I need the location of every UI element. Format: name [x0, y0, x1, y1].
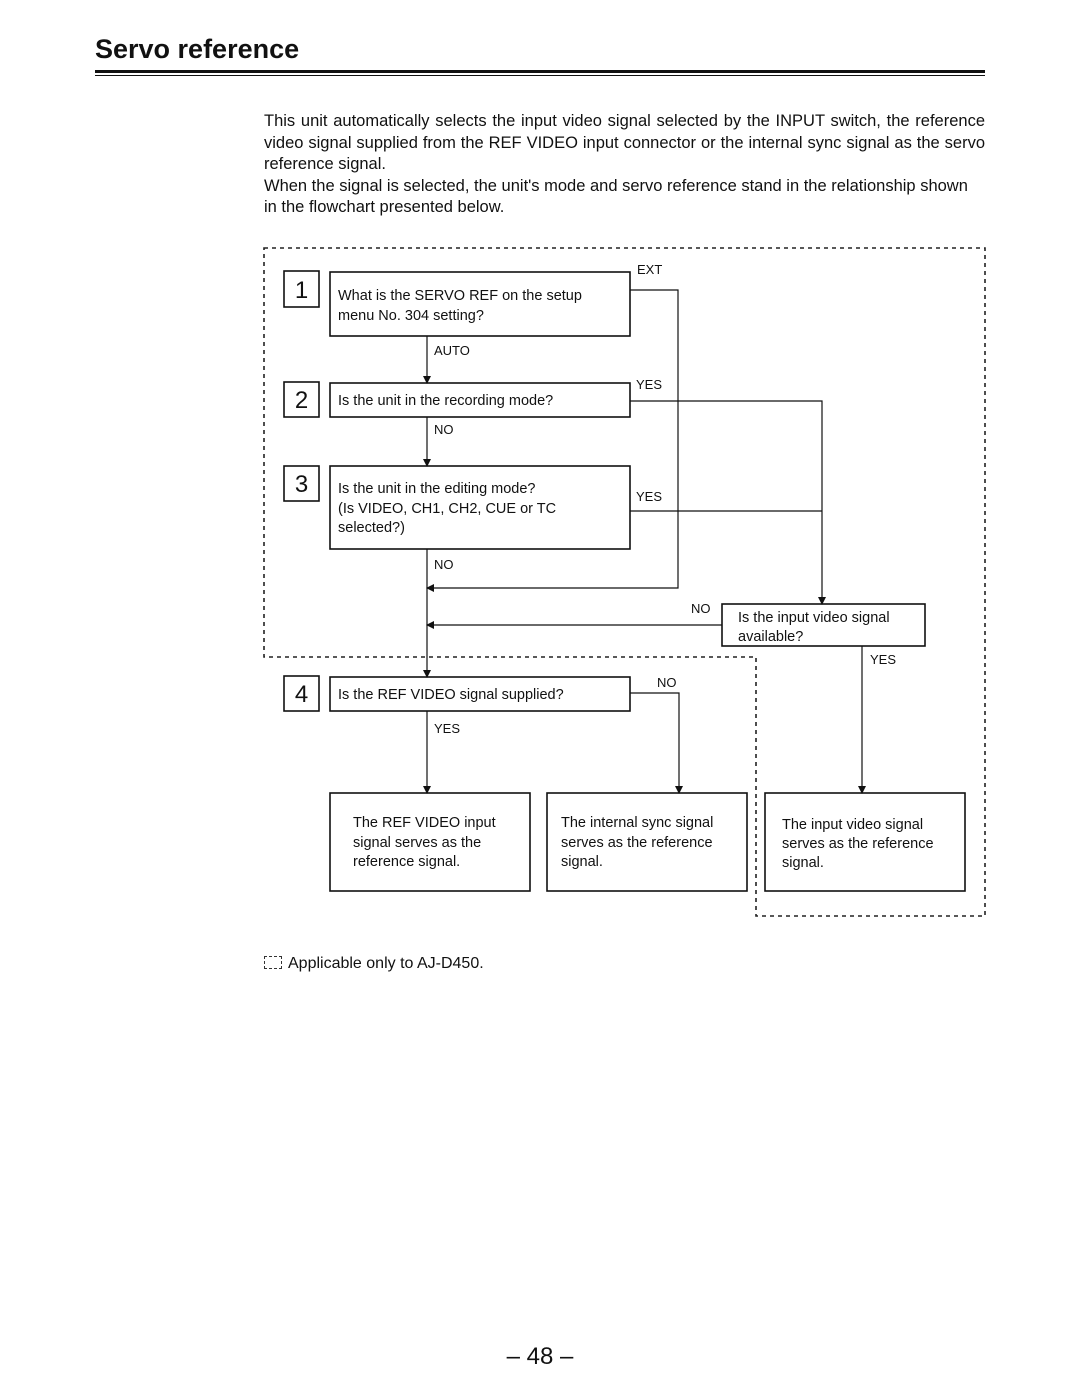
svg-text:3: 3: [294, 471, 309, 498]
label-no-editing: NO: [434, 557, 454, 572]
dashed-box-legend-icon: [264, 956, 282, 969]
svg-text:Is the unit in the editing mod: Is the unit in the editing mode?: [338, 481, 536, 497]
svg-text:signal.: signal.: [561, 854, 603, 870]
label-yes-ref-video: YES: [434, 721, 461, 736]
label-auto: AUTO: [434, 343, 470, 358]
result-internal-sync: [547, 793, 747, 891]
svg-text:4: 4: [294, 681, 309, 708]
result-ref-video: [330, 793, 530, 891]
intro-paragraph-1: This unit automatically selects the input video signal selected by the INPUT switch, the reference video signal supplied from the REF VIDEO input connector or the internal sync signal as the servo reference signal.: [264, 112, 985, 173]
label-no-ref-video: NO: [657, 675, 677, 690]
svg-text:signal.: signal.: [782, 855, 824, 871]
step-1-marker: [284, 271, 319, 307]
svg-text:Is the input video signal: Is the input video signal: [738, 610, 890, 626]
svg-text:reference signal.: reference signal.: [353, 854, 461, 870]
svg-text:available?: available?: [738, 629, 804, 645]
question-recording-mode: [330, 383, 630, 417]
intro-paragraph-2: When the signal is selected, the unit's mode and servo reference stand in the relationship shown in the flowchart presented below.: [264, 176, 968, 216]
legend-note: [264, 955, 484, 973]
svg-text:What is the SERVO REF on the s: What is the SERVO REF on the setup: [338, 288, 582, 304]
label-no-recording: NO: [434, 422, 454, 437]
svg-text:selected?): selected?): [338, 520, 405, 536]
svg-text:menu No. 304 setting?: menu No. 304 setting?: [338, 308, 484, 324]
svg-text:serves as the reference: serves as the reference: [561, 835, 713, 851]
label-yes-recording: YES: [636, 377, 663, 392]
question-ref-video-supplied: [330, 677, 630, 711]
svg-text:1: 1: [294, 277, 309, 304]
step-2-marker: [284, 382, 319, 417]
label-yes-input-available: YES: [870, 652, 897, 667]
question-editing-mode: [330, 466, 630, 549]
svg-text:The REF VIDEO input: The REF VIDEO input: [353, 815, 496, 831]
page-title: Servo reference: [95, 34, 300, 64]
question-servo-ref-setting: [330, 272, 630, 336]
label-ext: EXT: [637, 262, 663, 277]
question-input-signal-available: [722, 604, 925, 646]
label-no-input-available: NO: [691, 601, 711, 616]
svg-text:The internal sync signal: The internal sync signal: [561, 815, 714, 831]
svg-text:The input video signal: The input video signal: [782, 817, 924, 833]
legend-note-text: Applicable only to AJ-D450.: [288, 955, 484, 972]
result-input-video: [765, 793, 965, 891]
svg-text:(Is VIDEO, CH1, CH2, CUE or TC: (Is VIDEO, CH1, CH2, CUE or TC: [338, 501, 557, 517]
step-3-marker: [284, 466, 319, 501]
svg-text:serves as the reference: serves as the reference: [782, 836, 934, 852]
svg-text:Is the REF VIDEO signal suppli: Is the REF VIDEO signal supplied?: [338, 687, 564, 703]
step-4-marker: [284, 676, 319, 711]
svg-text:signal serves as the: signal serves as the: [353, 835, 482, 851]
svg-text:Is the unit in the recording m: Is the unit in the recording mode?: [338, 393, 554, 409]
label-yes-editing: YES: [636, 489, 663, 504]
page-number: – 48 –: [506, 1343, 574, 1370]
svg-text:2: 2: [294, 387, 309, 414]
